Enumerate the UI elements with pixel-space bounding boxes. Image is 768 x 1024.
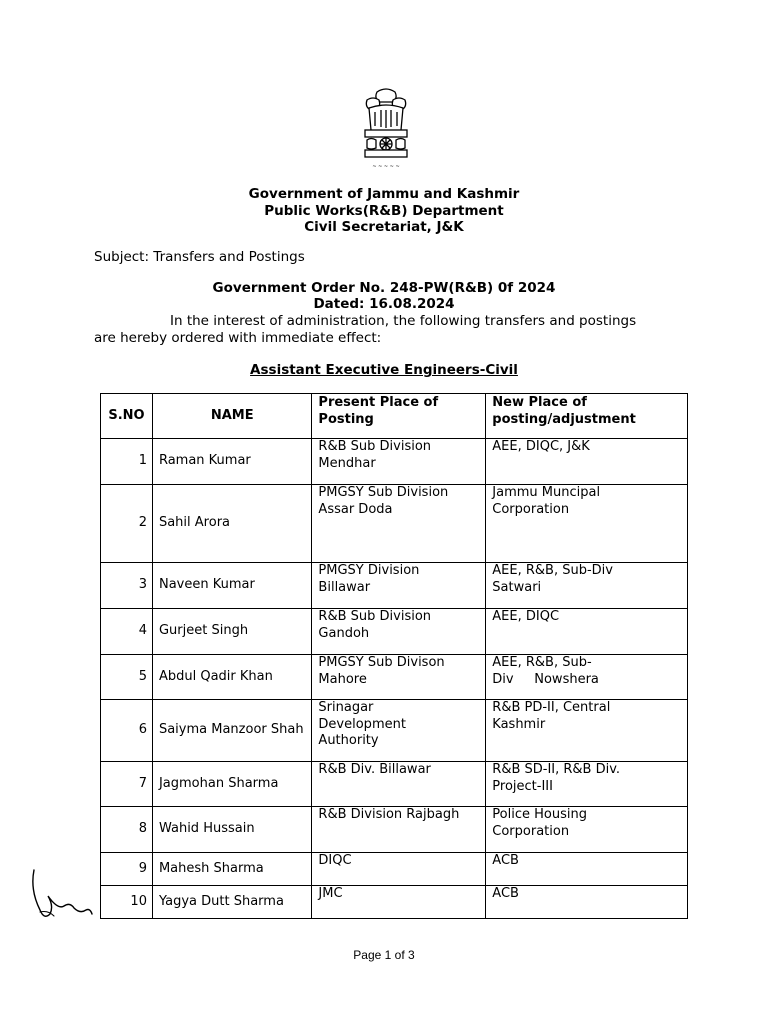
header-government: Government of Jammu and Kashmir [248, 186, 520, 202]
cell-new-posting [486, 762, 688, 807]
order-heading [0, 281, 768, 312]
cell-present-posting [312, 655, 486, 700]
cell-sno: 2 [101, 485, 153, 563]
header-present-posting: Present Place of Posting [312, 394, 486, 439]
cell-name: Mahesh Sharma [152, 853, 311, 886]
cell-line: Satwari [492, 579, 542, 595]
cell-line: Police Housing [492, 807, 587, 822]
cell-line: R&B Sub Division [318, 609, 432, 624]
intro-line-2: are hereby ordered with immediate effect: [94, 330, 382, 346]
cell-name: Naveen Kumar [152, 563, 311, 609]
table-header-row [101, 394, 688, 439]
cell-present-posting [312, 439, 486, 485]
cell-name: Wahid Hussain [152, 807, 311, 853]
header-name: NAME [152, 394, 311, 439]
cell-new-posting [486, 609, 688, 655]
cell-line: Srinagar [318, 700, 374, 715]
cell-line: Mahore [318, 671, 367, 687]
cell-line: Div Nowshera [492, 671, 599, 687]
cell-line: Authority [318, 733, 379, 748]
cell-line: R&B Div. Billawar [318, 762, 431, 777]
cell-line: ACB [492, 886, 519, 901]
cell-line: PMGSY Sub Division [318, 485, 449, 500]
cell-new-posting [486, 655, 688, 700]
cell-line: AEE, R&B, Sub-Div [492, 563, 613, 578]
cell-name: Saiyma Manzoor Shah [152, 700, 311, 762]
svg-text:~ ~ ~ ~ ~: ~ ~ ~ ~ ~ [372, 164, 400, 170]
cell-sno: 6 [101, 700, 153, 762]
cell-line: R&B Sub Division [318, 439, 432, 454]
cell-name: Jagmohan Sharma [152, 762, 311, 807]
cell-line: Gandoh [318, 625, 370, 641]
table-row [101, 439, 688, 485]
order-number: Government Order No. 248-PW(R&B) 0f 2024 [212, 280, 556, 296]
cell-sno: 10 [101, 886, 153, 919]
cell-line: ACB [492, 853, 519, 868]
cell-present-posting [312, 609, 486, 655]
table-row [101, 609, 688, 655]
cell-name: Raman Kumar [152, 439, 311, 485]
cell-present-posting [312, 853, 486, 886]
table-row [101, 485, 688, 563]
transfers-table [100, 393, 688, 919]
cell-line: R&B SD-II, R&B Div. [492, 762, 621, 777]
cell-name: Gurjeet Singh [152, 609, 311, 655]
cell-line: Development [318, 716, 406, 732]
state-emblem-icon [355, 86, 417, 176]
cell-new-posting [486, 700, 688, 762]
cell-present-posting [312, 563, 486, 609]
cell-line: JMC [318, 886, 343, 901]
header-office: Civil Secretariat, J&K [304, 219, 464, 235]
header-department: Public Works(R&B) Department [264, 202, 504, 219]
cell-sno: 9 [101, 853, 153, 886]
cell-line: Kashmir [492, 716, 546, 732]
subject-line: Subject: Transfers and Postings [94, 249, 305, 265]
cell-new-posting [486, 886, 688, 919]
cell-line: Corporation [492, 823, 570, 839]
intro-paragraph [94, 313, 694, 347]
cell-line: AEE, DIQC, J&K [492, 439, 590, 454]
header-new-posting: New Place of posting/adjustment [486, 394, 688, 439]
cell-sno: 8 [101, 807, 153, 853]
cell-name: Abdul Qadir Khan [152, 655, 311, 700]
table-row [101, 563, 688, 609]
cell-new-posting [486, 807, 688, 853]
cell-new-posting [486, 439, 688, 485]
intro-line-1: In the interest of administration, the following transfers and postings [170, 313, 637, 329]
table-row [101, 853, 688, 886]
cell-sno: 7 [101, 762, 153, 807]
section-title: Assistant Executive Engineers-Civil [250, 362, 518, 378]
table-row [101, 762, 688, 807]
cell-present-posting [312, 762, 486, 807]
cell-new-posting [486, 485, 688, 563]
cell-line: Mendhar [318, 455, 376, 471]
cell-new-posting [486, 563, 688, 609]
cell-name: Yagya Dutt Sharma [152, 886, 311, 919]
cell-present-posting [312, 485, 486, 563]
page-number: Page 1 of 3 [353, 948, 415, 962]
cell-name: Sahil Arora [152, 485, 311, 563]
table-row [101, 700, 688, 762]
cell-line: Project-III [492, 778, 553, 794]
cell-line: Jammu Muncipal [492, 485, 601, 500]
cell-sno: 4 [101, 609, 153, 655]
cell-line: R&B PD-II, Central [492, 700, 611, 715]
cell-line: Billawar [318, 579, 371, 595]
signature-icon [26, 862, 96, 932]
cell-present-posting [312, 807, 486, 853]
table-row [101, 886, 688, 919]
cell-line: PMGSY Sub Divison [318, 655, 445, 670]
document-header [0, 186, 768, 236]
header-sno: S.NO [101, 394, 153, 439]
cell-line: Corporation [492, 501, 570, 517]
table-row [101, 655, 688, 700]
cell-new-posting [486, 853, 688, 886]
cell-line: AEE, DIQC [492, 609, 560, 624]
cell-sno: 5 [101, 655, 153, 700]
cell-line: AEE, R&B, Sub- [492, 655, 592, 670]
cell-sno: 3 [101, 563, 153, 609]
cell-line: R&B Division Rajbagh [318, 807, 460, 822]
cell-sno: 1 [101, 439, 153, 485]
cell-line: DIQC [318, 853, 352, 868]
cell-present-posting [312, 700, 486, 762]
cell-present-posting [312, 886, 486, 919]
table-row [101, 807, 688, 853]
order-date: Dated: 16.08.2024 [313, 295, 455, 312]
cell-line: Assar Doda [318, 501, 393, 517]
cell-line: PMGSY Division [318, 563, 420, 578]
